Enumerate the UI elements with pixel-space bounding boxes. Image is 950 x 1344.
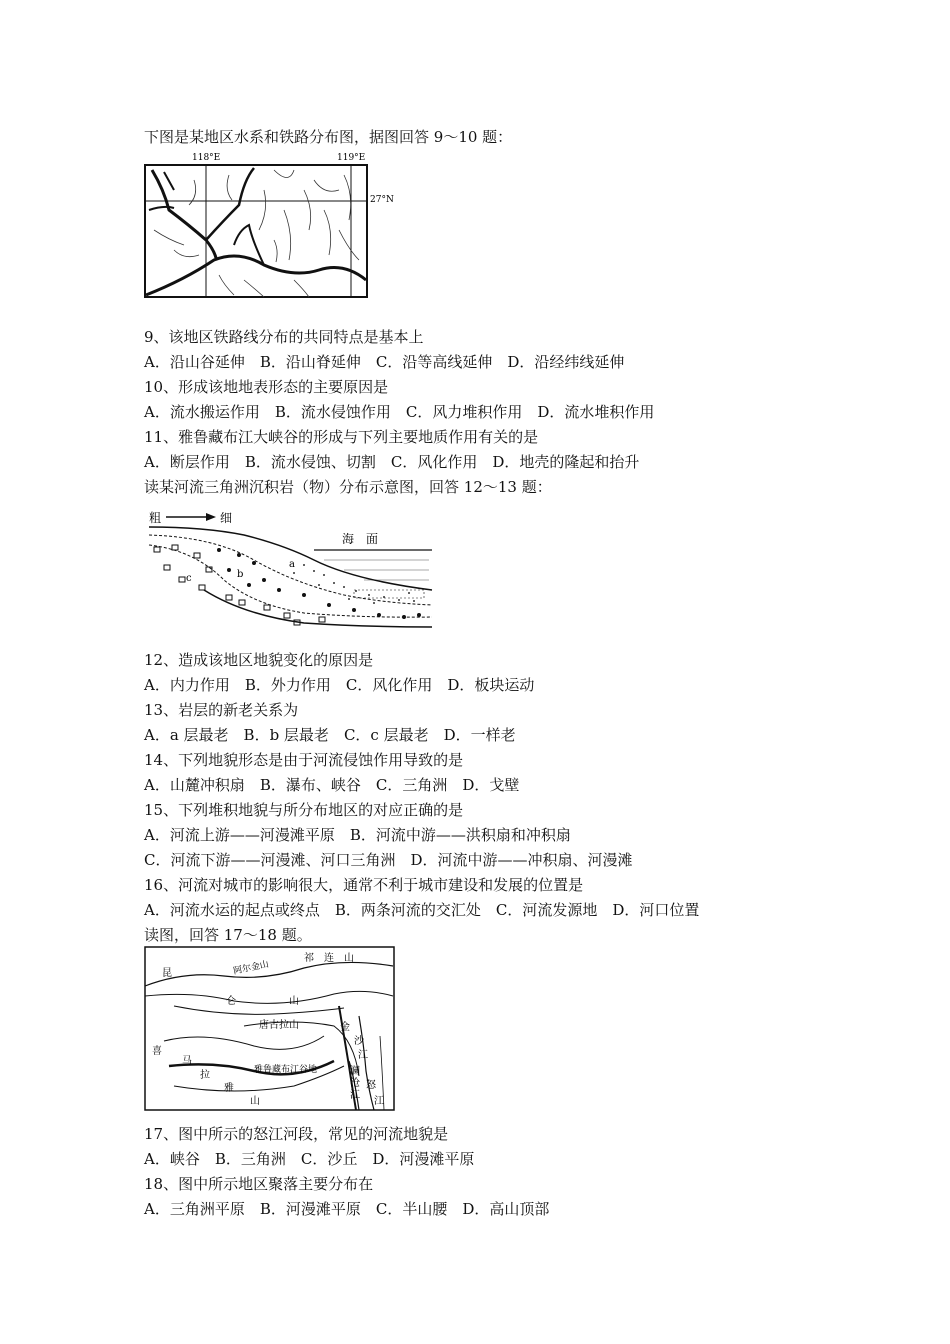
nu-label: 怒 — [366, 1080, 376, 1091]
jinsha-sha-label: 沙 — [354, 1036, 364, 1047]
jinsha-jiang-label: 江 — [358, 1050, 368, 1061]
lancang-jiang-label: 江 — [350, 1090, 360, 1101]
delta-sediment-diagram — [144, 505, 436, 635]
question-17: 17、图中所示的怒江河段，常见的河流地貌是 — [144, 1125, 449, 1143]
river-railway-map — [144, 150, 394, 300]
question-17-options: A．峡谷 B．三角洲 C．沙丘 D．河漫滩平原 — [144, 1150, 475, 1168]
intro-q9-10: 下图是某地区水系和铁路分布图，据图回答 9～10 题： — [144, 128, 513, 146]
coarse-label: 粗 — [149, 511, 162, 525]
kunlun-shan-label: 山 — [289, 996, 299, 1007]
question-11-options: A．断层作用 B．流水侵蚀、切割 C．风化作用 D．地壳的隆起和抬升 — [144, 453, 640, 471]
lon-119-label: 119°E — [337, 153, 366, 163]
himalaya-la-label: 拉 — [200, 1070, 210, 1081]
question-18-options: A．三角洲平原 B．河漫滩平原 C．半山腰 D．高山顶部 — [144, 1200, 550, 1218]
layer-b-label: b — [237, 569, 244, 580]
fine-label: 细 — [220, 511, 233, 525]
himalaya-shan-label: 山 — [250, 1096, 260, 1107]
question-12: 12、造成该地区地貌变化的原因是 — [144, 651, 374, 669]
layer-a-label: a — [289, 559, 295, 570]
tanggula-label: 唐古拉山 — [259, 1020, 299, 1031]
question-10-options: A．流水搬运作用 B．流水侵蚀作用 C．风力堆积作用 D．流水堆积作用 — [144, 403, 655, 421]
question-16-options: A．河流水运的起点或终点 B．两条河流的交汇处 C．河流发源地 D．河口位置 — [144, 901, 700, 919]
question-14-options: A．山麓冲积扇 B．瀑布、峡谷 C．三角洲 D．戈壁 — [144, 776, 520, 794]
himalaya-xi-label: 喜 — [152, 1046, 162, 1057]
nujiang-jiang-label: 江 — [374, 1096, 384, 1107]
kunlun-lun-label: 仑 — [226, 996, 236, 1007]
sea-surface-label: 海 面 — [342, 532, 379, 546]
question-10: 10、形成该地地表形态的主要原因是 — [144, 378, 389, 396]
question-15-options-ab: A．河流上游——河漫滩平原 B．河流中游——洪积扇和冲积扇 — [144, 826, 571, 844]
qilian-label: 祁 连 山 — [304, 953, 354, 964]
himalaya-ma-label: 马 — [182, 1056, 192, 1067]
plateau-mountains-map — [144, 946, 396, 1112]
question-11: 11、雅鲁藏布江大峡谷的形成与下列主要地质作用有关的是 — [144, 428, 539, 446]
kunlun-kun-label: 昆 — [162, 968, 172, 979]
question-12-options: A．内力作用 B．外力作用 C．风化作用 D．板块运动 — [144, 676, 535, 694]
question-13-options: A．a 层最老 B．b 层最老 C．c 层最老 D．一样老 — [144, 726, 516, 744]
question-9-options: A．沿山谷延伸 B．沿山脊延伸 C．沿等高线延伸 D．沿经纬线延伸 — [144, 353, 625, 371]
lancang-lan-label: 澜 — [350, 1066, 360, 1077]
question-13: 13、岩层的新老关系为 — [144, 701, 299, 719]
yarlung-valley-label: 雅鲁藏布江谷地 — [254, 1065, 318, 1075]
lancang-cang-label: 沧 — [350, 1078, 360, 1089]
question-9: 9、该地区铁路线分布的共同特点是基本上 — [144, 328, 424, 346]
layer-c-label: c — [186, 573, 192, 584]
intro-q17-18: 读图，回答 17～18 题。 — [144, 926, 312, 944]
lat-27-label: 27°N — [370, 195, 394, 205]
jinsha-jin-label: 金 — [340, 1022, 350, 1033]
himalaya-ya-label: 雅 — [224, 1083, 234, 1094]
lon-118-label: 118°E — [192, 153, 221, 163]
altun-label: 阿尔金山 — [232, 959, 270, 977]
question-14: 14、下列地貌形态是由于河流侵蚀作用导致的是 — [144, 751, 464, 769]
question-18: 18、图中所示地区聚落主要分布在 — [144, 1175, 374, 1193]
intro-q12-13: 读某河流三角洲沉积岩（物）分布示意图，回答 12～13 题： — [144, 478, 552, 496]
question-16: 16、河流对城市的影响很大，通常不利于城市建设和发展的位置是 — [144, 876, 584, 894]
question-15: 15、下列堆积地貌与所分布地区的对应正确的是 — [144, 801, 464, 819]
question-15-options-cd: C．河流下游——河漫滩、河口三角洲 D．河流中游——冲积扇、河漫滩 — [144, 851, 633, 869]
